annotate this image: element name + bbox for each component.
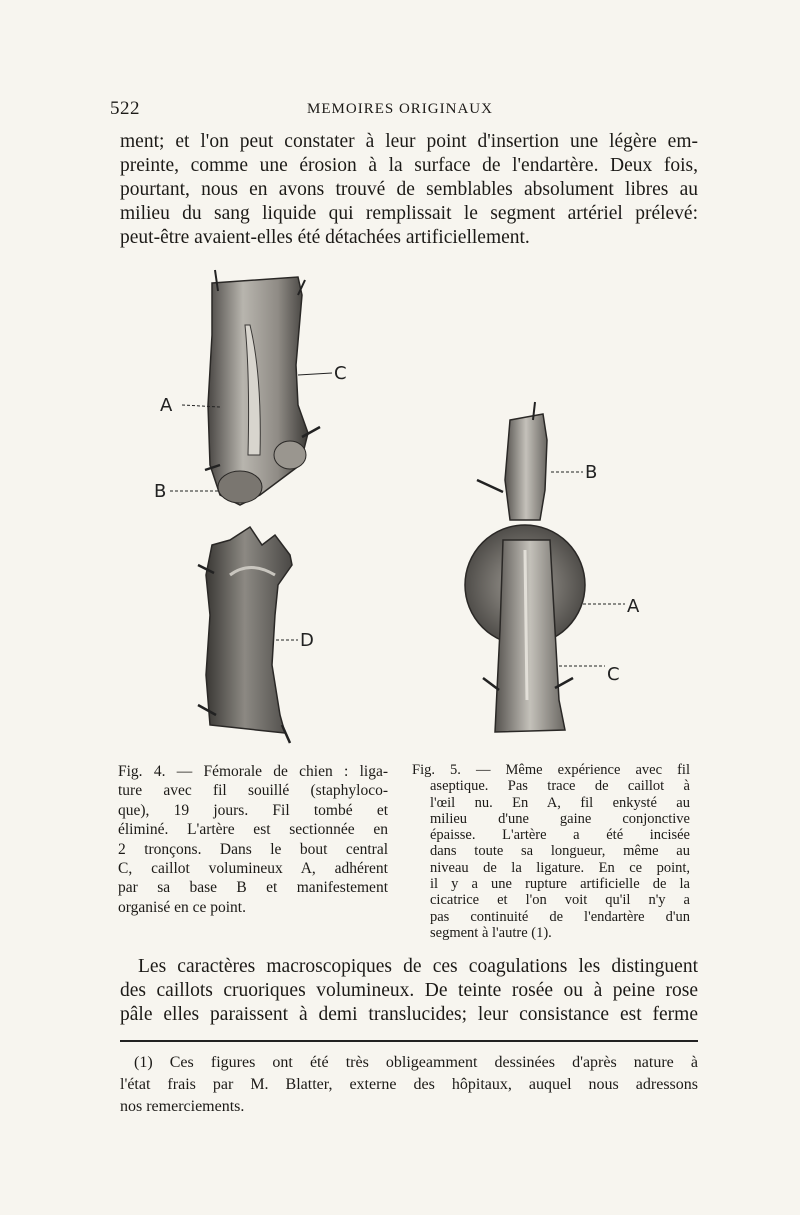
footnote-line: nos remerciements. (120, 1098, 245, 1115)
caption-line: épaisse. L'artère a été incisée (430, 827, 690, 844)
caption-line: organisé en ce point. (118, 898, 246, 916)
running-title: MEMOIRES ORIGINAUX (307, 101, 493, 117)
footnote-line: l'état frais par M. Blatter, externe des hôpitaux, auquel nous adressons (120, 1076, 698, 1093)
caption-line: C, caillot volumineux A, adhérent (118, 860, 388, 878)
caption-line: segment à l'autre (1). (430, 924, 552, 941)
caption-line: dans toute sa longueur, même au (430, 843, 690, 860)
footnote (120, 1052, 698, 1118)
caption-line: milieu d'une gaine conjonctive (430, 810, 690, 827)
figure-5-caption (412, 762, 690, 941)
footnote-rule (120, 1040, 698, 1042)
page-number: 522 (110, 98, 140, 119)
paragraph-top (120, 130, 698, 250)
figure-5-label-c: C (607, 664, 620, 685)
caption-line: que), 19 jours. Fil tombé et (118, 801, 388, 819)
caption-line: pas continuité de l'endartère d'un (430, 908, 690, 925)
figure-4-label-b: B (154, 481, 167, 502)
caption-line: aseptique. Pas trace de caillot à (430, 778, 690, 795)
caption-line: Fig. 5. — Même expérience avec fil (412, 762, 690, 778)
paragraph-line: pourtant, nous en avons trouvé de semblables absolument libres au (120, 179, 698, 200)
caption-line: il y a une rupture artificielle de la (430, 876, 690, 893)
paragraph-line: preinte, comme une érosion à la surface de l'endartère. Deux fois, (120, 155, 698, 176)
paragraph-line: des caillots cruoriques volumineux. De teinte rosée ou à peine rose (120, 980, 698, 1001)
caption-line: 2 tronçons. Dans le bout central (118, 840, 388, 858)
artery-central-segment (205, 270, 320, 505)
caption-line: éliminé. L'artère est sectionnée en (118, 821, 388, 839)
figure-5-label-a: A (627, 596, 640, 617)
figure-4-label-a: A (160, 395, 173, 416)
artery-peripheral-segment (198, 527, 292, 743)
paragraph-line: milieu du sang liquide qui remplissait le segment artériel prélevé: (120, 203, 698, 224)
artery-ligature-specimen (465, 402, 585, 732)
caption-line: par sa base B et manifestement (118, 879, 388, 897)
figure-5-label-b: B (585, 462, 598, 483)
caption-line: Fig. 4. — Fémorale de chien : liga- (118, 763, 388, 780)
paragraph-line: Les caractères macroscopiques de ces coagulations les distinguent (138, 956, 698, 977)
paragraph-line: peut-être avaient-elles été détachées artificiellement. (120, 227, 530, 248)
footnote-line: (1) Ces figures ont été très obligeamment dessinées d'après nature à (134, 1054, 698, 1071)
paragraph-line: pâle elles paraissent à demi translucides; leur consistance est ferme (120, 1004, 698, 1025)
figure-4-illustration (150, 255, 370, 755)
caption-line: cicatrice et l'on voit qu'il n'y a (430, 892, 690, 909)
caption-line: niveau de la ligature. En ce point, (430, 859, 690, 876)
caption-line: ture avec fil souillé (staphyloco- (118, 782, 388, 800)
figure-5-illustration (455, 400, 670, 750)
paragraph-line: ment; et l'on peut constater à leur point d'insertion une légère em- (120, 131, 698, 152)
figure-4-label-c: C (334, 363, 347, 384)
caption-line: l'œil nu. En A, fil enkysté au (430, 794, 690, 811)
paragraph-bottom (120, 955, 698, 1027)
figure-4-caption (118, 762, 388, 917)
figure-4-label-d: D (300, 630, 314, 651)
